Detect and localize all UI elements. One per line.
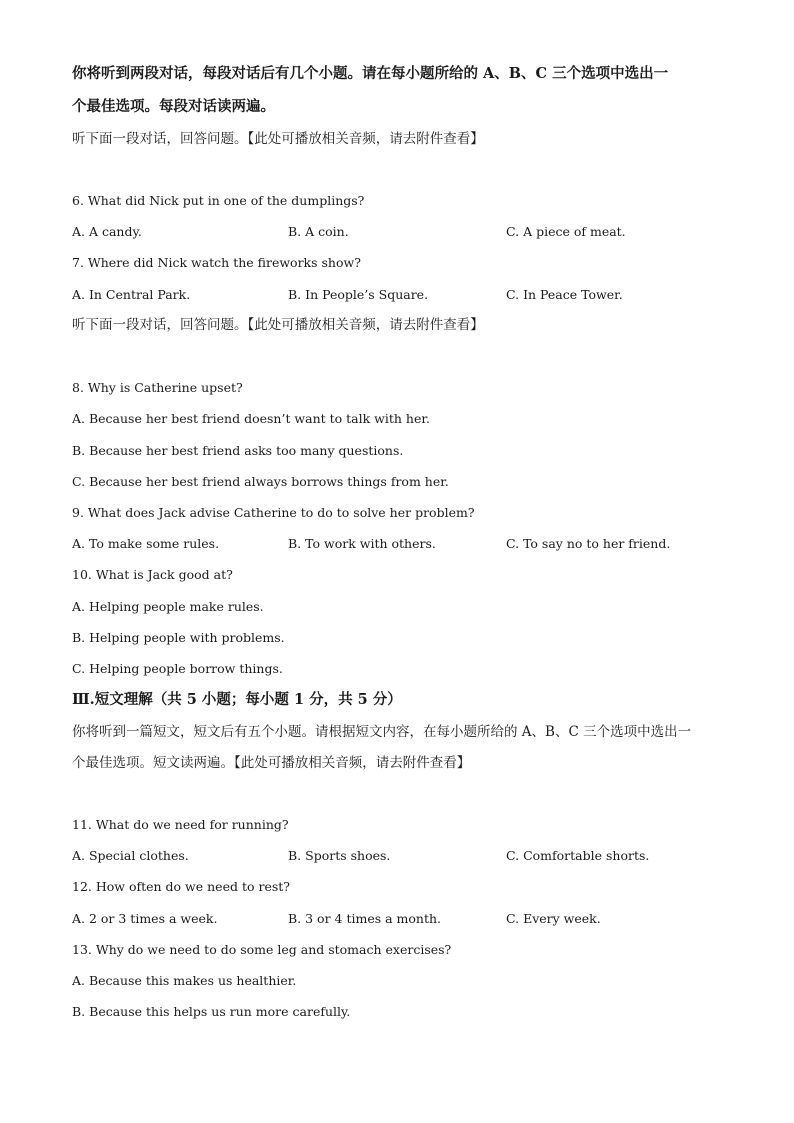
question-6: 6. What did Nick put in one of the dumplings?	[72, 193, 365, 208]
question-6-option-c: C. A piece of meat.	[506, 224, 626, 239]
question-10: 10. What is Jack good at?	[72, 567, 233, 582]
question-9-option-b: B. To work with others.	[288, 536, 436, 551]
question-7-option-a: A. In Central Park.	[72, 287, 191, 302]
dialogue-1-note: 听下面一段对话，回答问题。【此处可播放相关音频，请去附件查看】	[72, 131, 484, 147]
question-12-option-b: B. 3 or 4 times a month.	[288, 911, 442, 926]
question-11-option-c: C. Comfortable shorts.	[506, 848, 650, 863]
question-11: 11. What do we need for running?	[72, 817, 289, 832]
dialogue-2-note: 听下面一段对话，回答问题。【此处可播放相关音频，请去附件查看】	[72, 317, 484, 333]
question-9-option-c: C. To say no to her friend.	[506, 536, 671, 551]
question-7-option-c: C. In Peace Tower.	[506, 287, 623, 302]
question-6-option-b: B. A coin.	[288, 224, 349, 239]
section-3-title: Ⅲ.短文理解（共 5 小题；每小题 1 分，共 5 分）	[72, 691, 402, 708]
question-8-option-a: A. Because her best friend doesn’t want to talk with her.	[72, 411, 430, 426]
question-10-option-a: A. Helping people make rules.	[72, 599, 264, 614]
instruction-line-2: 个最佳选项。每段对话读两遍。	[72, 98, 275, 115]
question-8: 8. Why is Catherine upset?	[72, 380, 243, 395]
instruction-line-1: 你将听到两段对话，每段对话后有几个小题。请在每小题所给的 A、B、C 三个选项中选出一	[72, 65, 669, 82]
question-6-option-a: A. A candy.	[72, 224, 142, 239]
question-10-option-c: C. Helping people borrow things.	[72, 661, 283, 676]
section-3-instruction-1: 你将听到一篇短文，短文后有五个小题。请根据短文内容，在每小题所给的 A、B、C 三个选项中选出一	[72, 724, 692, 740]
question-9-option-a: A. To make some rules.	[72, 536, 220, 551]
question-11-option-a: A. Special clothes.	[72, 848, 189, 863]
question-7: 7. Where did Nick watch the fireworks show?	[72, 255, 361, 270]
question-12: 12. How often do we need to rest?	[72, 879, 290, 894]
question-8-option-b: B. Because her best friend asks too many questions.	[72, 443, 404, 458]
question-13-option-b: B. Because this helps us run more carefully.	[72, 1004, 351, 1019]
question-11-option-b: B. Sports shoes.	[288, 848, 391, 863]
question-13-option-a: A. Because this makes us healthier.	[72, 973, 297, 988]
question-9: 9. What does Jack advise Catherine to do to solve her problem?	[72, 505, 475, 520]
section-3-instruction-2: 个最佳选项。短文读两遍。【此处可播放相关音频，请去附件查看】	[72, 755, 471, 771]
question-12-option-c: C. Every week.	[506, 911, 601, 926]
question-8-option-c: C. Because her best friend always borrows things from her.	[72, 474, 449, 489]
question-10-option-b: B. Helping people with problems.	[72, 630, 285, 645]
question-7-option-b: B. In People’s Square.	[288, 287, 429, 302]
question-13: 13. Why do we need to do some leg and stomach exercises?	[72, 942, 452, 957]
question-12-option-a: A. 2 or 3 times a week.	[72, 911, 218, 926]
